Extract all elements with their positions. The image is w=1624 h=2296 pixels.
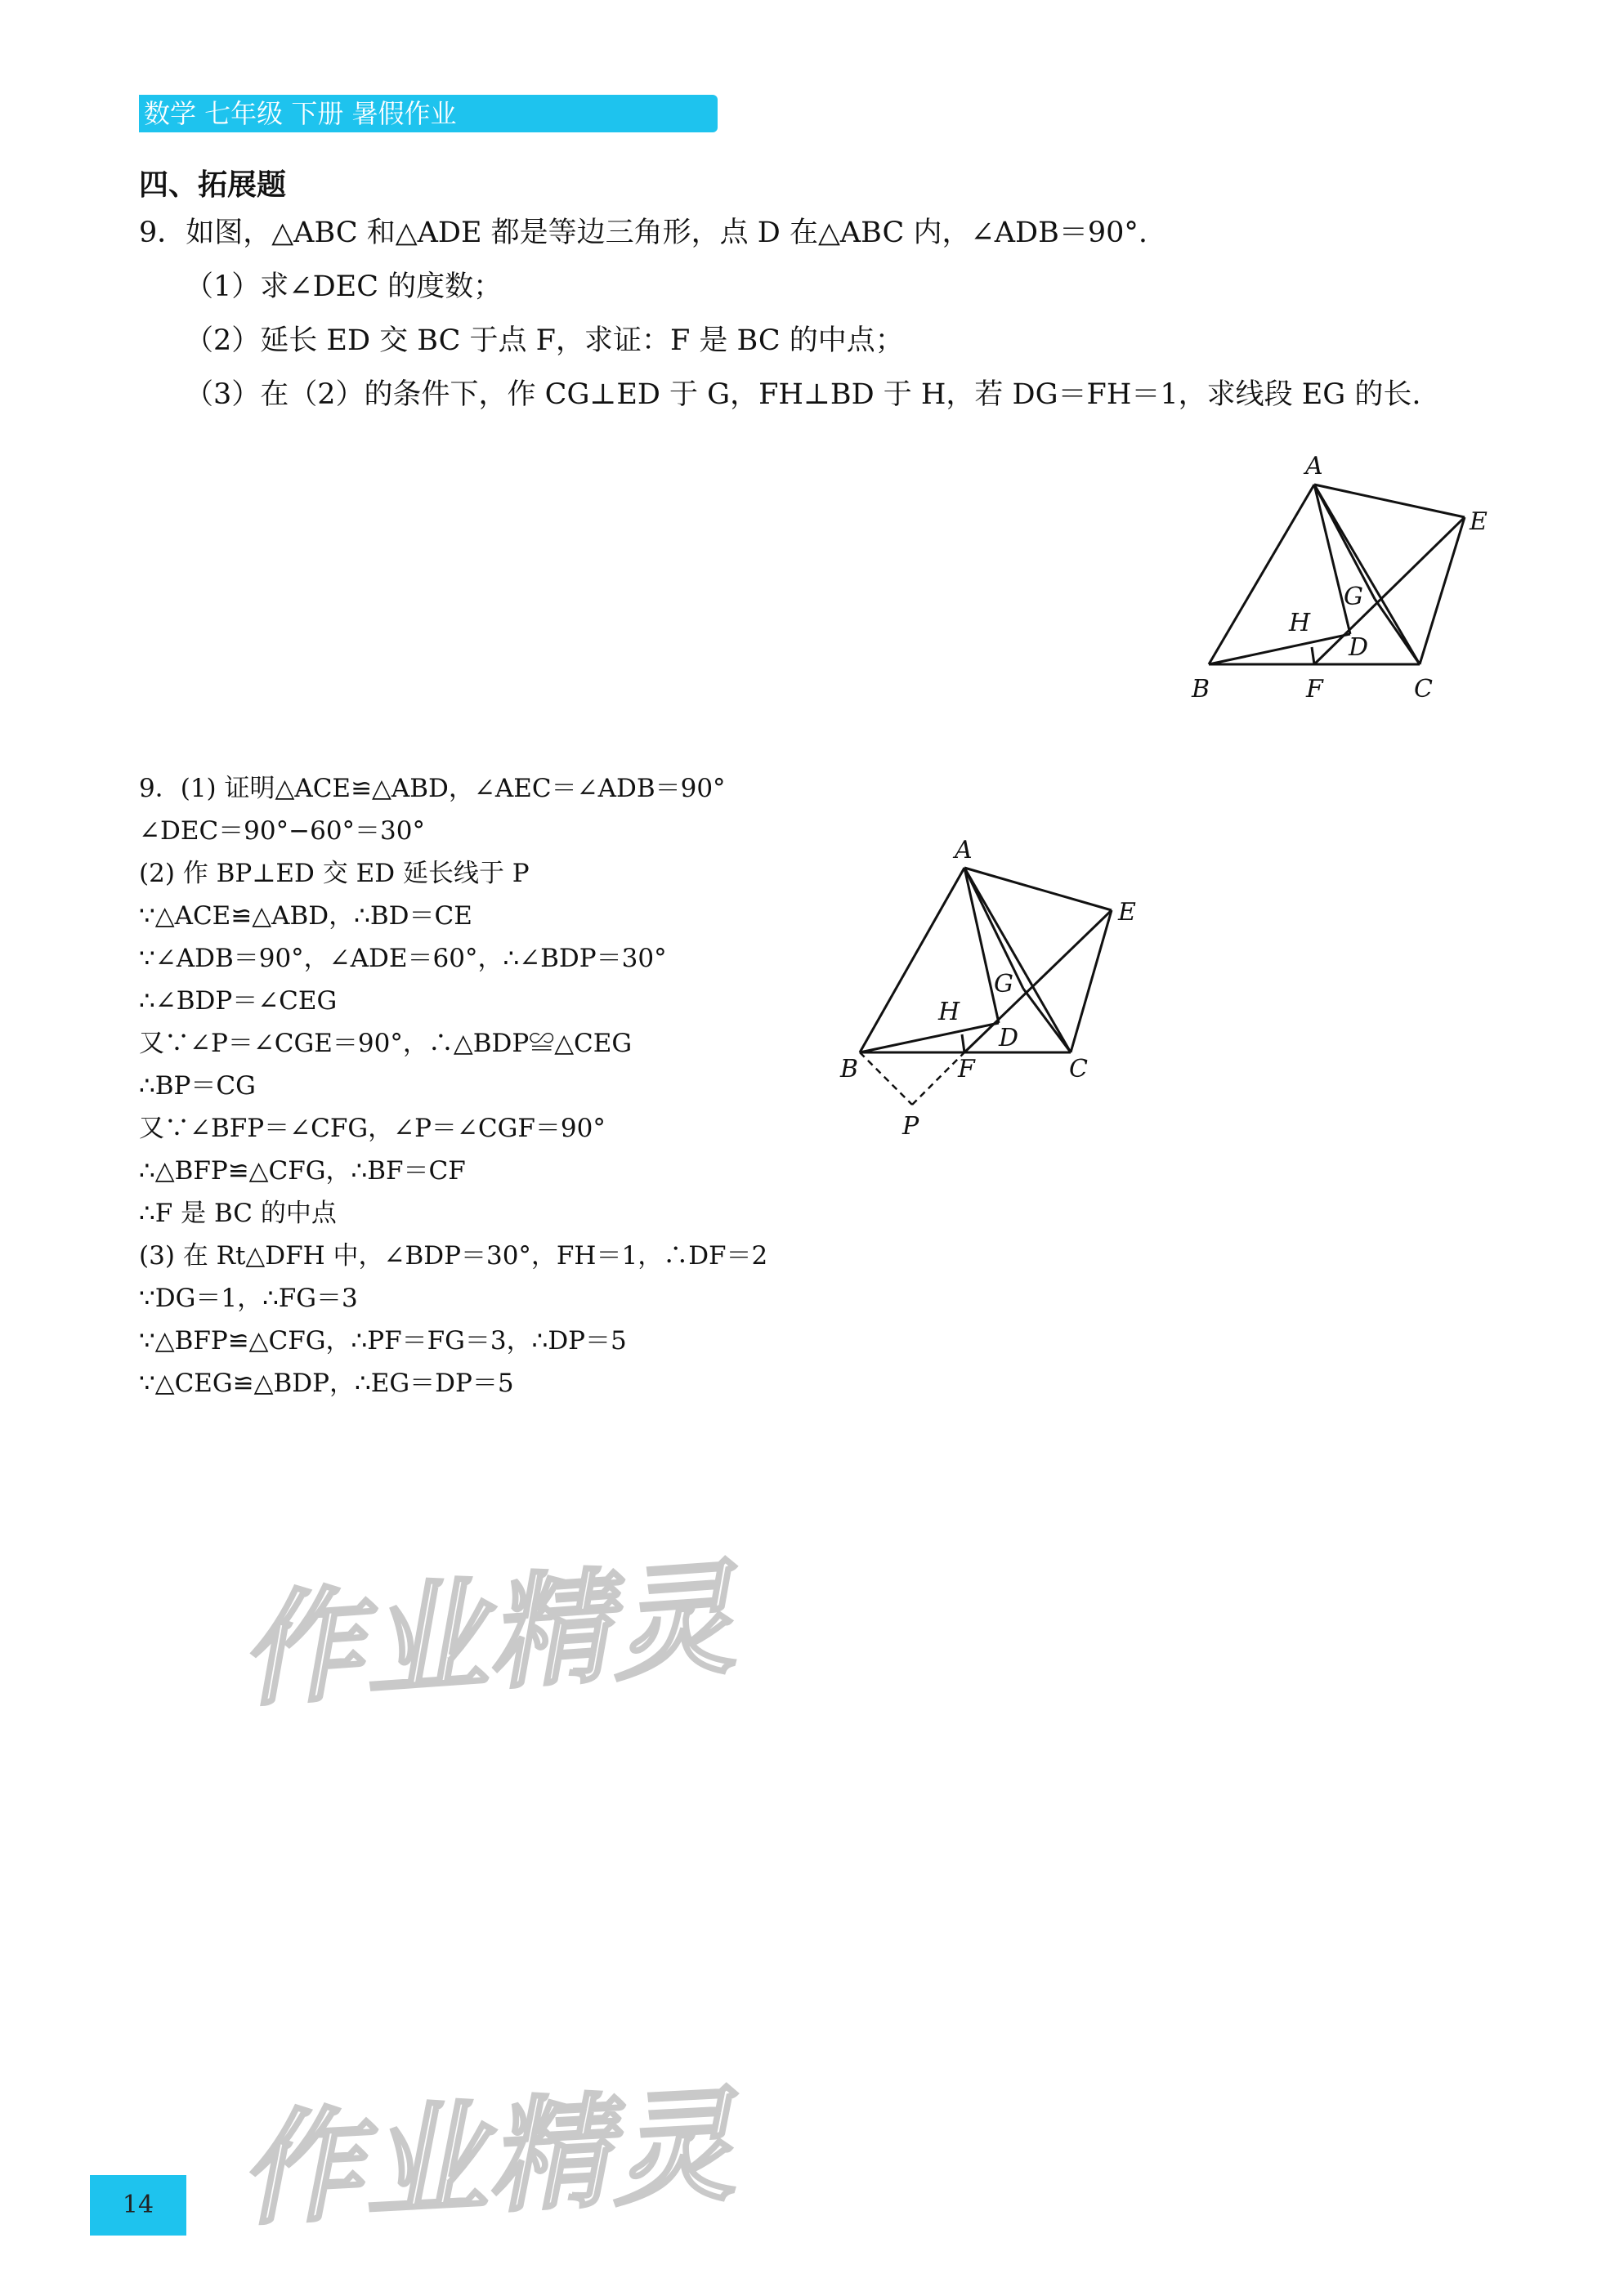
- answer-line: (2) 作 BP⊥ED 交 ED 延长线于 P: [139, 859, 530, 888]
- answer-line: ∠DEC＝90°−60°＝30°: [139, 816, 425, 846]
- answer-line: ∵△CEG≌△BDP，∴EG＝DP＝5: [139, 1369, 514, 1398]
- answer-line: ∴△BFP≌△CFG，∴BF＝CF: [139, 1156, 466, 1186]
- fig2-label-p: P: [902, 1112, 919, 1141]
- fig1-label-d: D: [1349, 633, 1369, 662]
- figure-1-diagram: [1177, 441, 1504, 711]
- fig1-label-g: G: [1344, 583, 1363, 611]
- fig2-label-g: G: [994, 970, 1013, 998]
- answer-line: ∴∠BDP＝∠CEG: [139, 986, 338, 1016]
- watermark: 作业精灵: [235, 2075, 740, 2243]
- fig1-label-b: B: [1192, 675, 1210, 704]
- question-part-3: （3）在（2）的条件下，作 CG⊥ED 于 G，FH⊥BD 于 H，若 DG＝FH＝1，求线段 EG 的长.: [185, 378, 1421, 411]
- fig1-label-f: F: [1306, 675, 1323, 704]
- fig1-label-e: E: [1470, 507, 1488, 536]
- answer-line: ∵△BFP≌△CFG，∴PF＝FG＝3，∴DP＝5: [139, 1326, 627, 1356]
- answer-line: 又∵∠P＝∠CGE＝90°，∴△BDP≌△CEG: [139, 1029, 633, 1058]
- fig2-label-f: F: [958, 1055, 975, 1083]
- answer-line: ∴BP＝CG: [139, 1071, 256, 1101]
- question-stem: 9．如图，△ABC 和△ADE 都是等边三角形，点 D 在△ABC 内，∠ADB＝90°.: [139, 217, 1148, 249]
- answer-line: ∵DG＝1，∴FG＝3: [139, 1284, 358, 1313]
- answer-line: (3) 在 Rt△DFH 中，∠BDP＝30°，FH＝1，∴DF＝2: [139, 1241, 768, 1271]
- fig2-label-e: E: [1118, 898, 1136, 927]
- fig1-label-h: H: [1289, 609, 1311, 637]
- header-title: 数学 七年级 下册 暑假作业: [144, 98, 457, 129]
- answer-line: 又∵∠BFP＝∠CFG，∠P＝∠CGF＝90°: [139, 1114, 606, 1143]
- fig2-label-h: H: [938, 998, 960, 1026]
- question-part-1: （1）求∠DEC 的度数；: [185, 270, 503, 303]
- fig2-label-b: B: [840, 1055, 859, 1083]
- answer-line: ∵△ACE≌△ABD，∴BD＝CE: [139, 901, 472, 931]
- answer-line: ∵∠ADB＝90°，∠ADE＝60°，∴∠BDP＝30°: [139, 944, 667, 973]
- fig1-label-a: A: [1305, 452, 1323, 480]
- fig2-label-c: C: [1069, 1055, 1088, 1083]
- figure-2-diagram: [825, 825, 1169, 1152]
- fig2-label-a: A: [955, 836, 973, 864]
- fig2-label-d: D: [999, 1024, 1019, 1052]
- answer-line: ∴F 是 BC 的中点: [139, 1199, 337, 1228]
- fig1-label-c: C: [1414, 675, 1433, 704]
- answer-line: 9．(1) 证明△ACE≌△ABD，∠AEC＝∠ADB＝90°: [139, 774, 726, 803]
- watermark: 作业精灵: [235, 1547, 741, 1724]
- section-title: 四、拓展题: [139, 168, 287, 202]
- page-number: 14: [122, 2191, 154, 2219]
- question-part-2: （2）延长 ED 交 BC 于点 F，求证：F 是 BC 的中点；: [185, 324, 904, 357]
